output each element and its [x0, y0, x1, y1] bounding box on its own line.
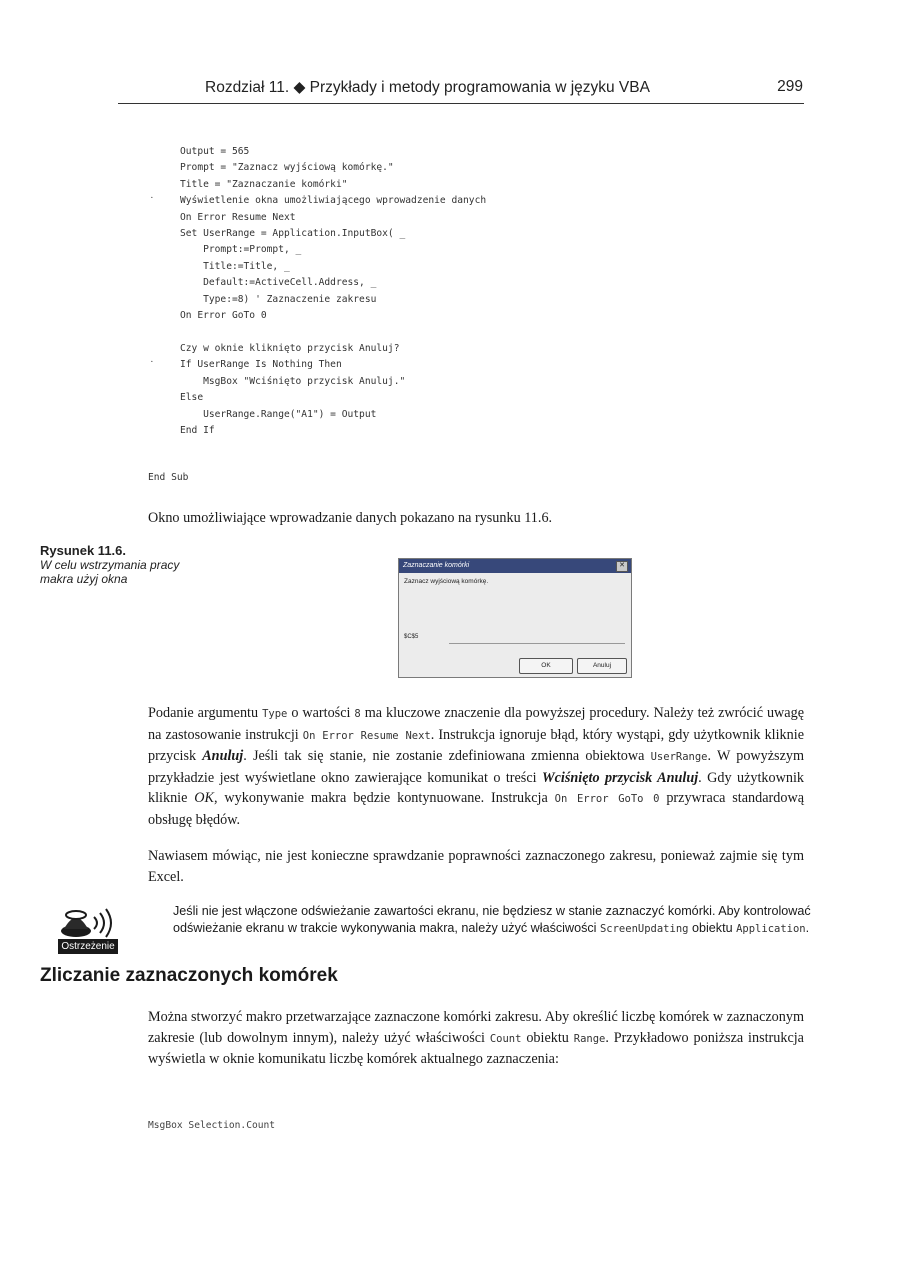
warning-label: Ostrzeżenie [58, 939, 118, 954]
dialog-prompt: Zaznacz wyjściową komórkę. [404, 578, 489, 585]
code-line: Czy w oknie kliknięto przycisk Anuluj? [180, 342, 400, 354]
code-line: On Error GoTo 0 [180, 310, 267, 322]
close-icon[interactable]: ✕ [616, 561, 628, 572]
figure-label [40, 543, 200, 586]
comment-marker: · [150, 356, 154, 368]
cancel-button[interactable]: Anuluj [577, 658, 627, 674]
body-paragraph-2: Nawiasem mówiąc, nie jest konieczne sprawdzanie poprawności zaznaczonego zakresu, ponieważ zajmie się tym Excel. [148, 848, 804, 885]
code-snippet: MsgBox Selection.Count [148, 1120, 276, 1131]
page-number: 299 [777, 78, 803, 95]
code-line: If UserRange Is Nothing Then [180, 359, 342, 371]
siren-icon [58, 903, 118, 941]
code-line: End If [180, 424, 215, 436]
dialog-input-field[interactable] [449, 633, 625, 644]
inputbox-dialog [398, 558, 632, 678]
code-line: Set UserRange = Application.InputBox( _ [180, 228, 406, 240]
code-line: Prompt:=Prompt, _ [180, 244, 302, 256]
code-line: On Error Resume Next [180, 211, 296, 223]
figure-caption: W celu wstrzymania pracy makra użyj okna [40, 558, 180, 586]
section-heading: Zliczanie zaznaczonych komórek [40, 965, 338, 986]
code-line: Prompt = "Zaznacz wyjściową komórkę." [180, 162, 394, 174]
intro-paragraph: Okno umożliwiające wprowadzanie danych pokazano na rysunku 11.6. [148, 510, 553, 526]
header-title: Rozdział 11. ◆ Przykłady i metody programowania w języku VBA [205, 79, 650, 96]
dialog-address: $C$5 [404, 634, 419, 640]
code-line: Title:=Title, _ [180, 260, 290, 272]
body-paragraph-1: Podanie argumentu Type o wartości 8 ma kluczowe znaczenie dla powyższej procedury. Należy też zwrócić uwagę na zastosowanie instrukcji On Error Resume Next. Instrukcja ignoruje błąd, który wystąpi, gdy użytkownik kliknie przycisk Anuluj. Jeśli tak się stanie, nie zostanie zdefiniowana zmienna obiektowa UserRange. W powyższym przykładzie jest wyświetlane okno zawierające komunikat o treści Wciśnięto przycisk Anuluj. Gdy użytkownik kliknie OK, wykonywanie makra będzie kontynuowane. Instrukcja On Error GoTo 0 przywraca standardową obsługę błędów. [148, 705, 805, 828]
header-rule [118, 103, 804, 104]
code-line: UserRange.Range("A1") = Output [180, 408, 377, 420]
code-line: Output = 565 [180, 146, 250, 157]
code-block [180, 144, 486, 439]
code-line: Title = "Zaznaczanie komórki" [180, 178, 348, 190]
code-end-line: End Sub [148, 472, 189, 483]
dialog-title: Zaznaczanie komórki [403, 562, 470, 569]
section-paragraph: Można stworzyć makro przetwarzające zaznaczone komórki zakresu. Aby określić liczbę komórek w zaznaczonym zakresie (lub dowolnym innym), należy użyć właściwości Count obiektu Range. Przykładowo poniższa instrukcja wyświetla w oknie komunikatu liczbę komórek aktualnego zaznaczenia: [148, 1009, 804, 1067]
comment-marker: · [150, 192, 154, 204]
code-line: Wyświetlenie okna umożliwiającego wprowadzenie danych [180, 195, 487, 207]
code-line: Default:=ActiveCell.Address, _ [180, 277, 377, 289]
warning-text: Jeśli nie jest włączone odświeżanie zawartości ekranu, nie będziesz w stanie zaznaczyć komórki. Aby kontrolować odświeżanie ekranu w trakcie wykonywania makra, należy użyć właściwości ScreenUpdating obiektu Application. [173, 904, 811, 935]
warning-icon [58, 903, 120, 957]
dialog-titlebar [399, 559, 631, 573]
code-line: Else [180, 392, 204, 404]
code-line: MsgBox "Wciśnięto przycisk Anuluj." [180, 375, 406, 387]
code-line: Type:=8) ' Zaznaczenie zakresu [180, 293, 377, 305]
figure-number: Rysunek 11.6. [40, 543, 126, 558]
ok-button[interactable]: OK [519, 658, 573, 674]
